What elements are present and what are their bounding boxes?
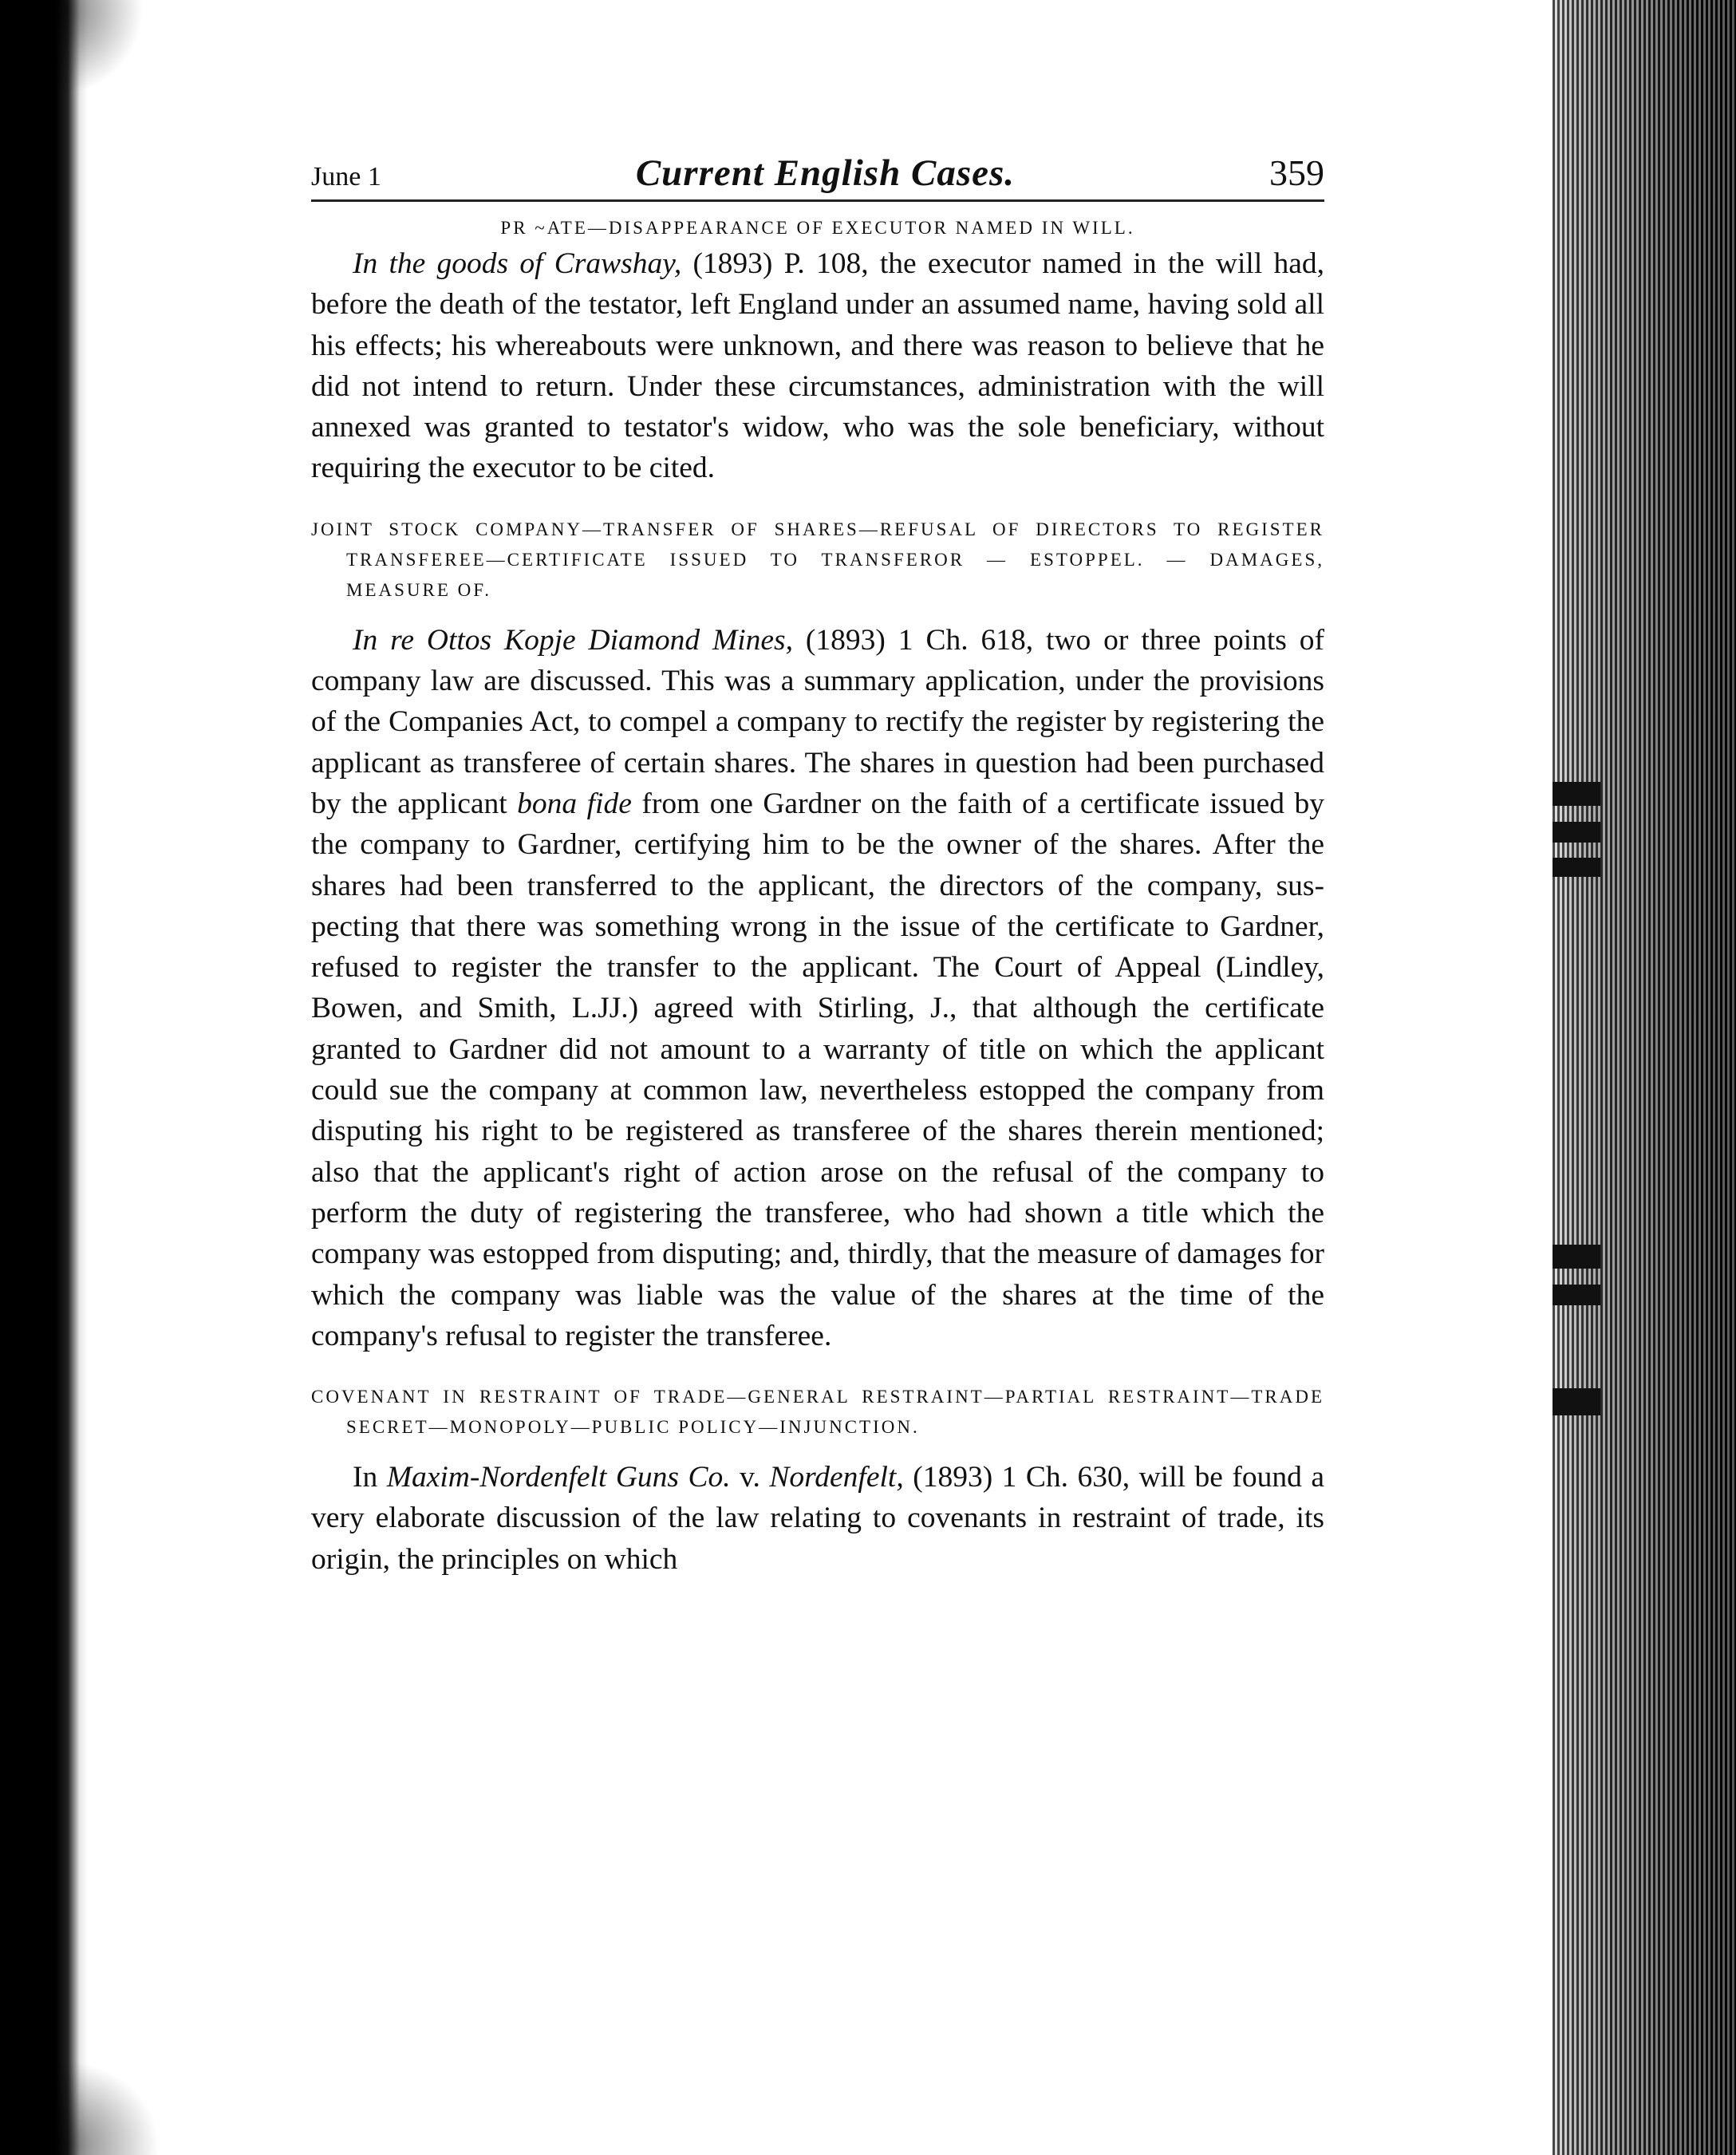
right-page-edges — [1553, 0, 1736, 2155]
paragraph-text: (1893) P. 108, the executor named in the will had, before the death of the testator, left England under an assumed name, having sold all his effects; his whereabouts were unknown, and there was reason to believe that he did not intend to return. Under these circumstances, administration with the will annexed was granted to testator's widow, who was the sole beneficiary, without requiring the executor to be cited. — [311, 247, 1324, 485]
paragraph-text: (1893) 1 Ch. 618, two or three points of company law are discussed. This was a summary application, under the provisions of the Companies Act, to compel a company to rectify the register by registering the applicant as transferee of certain shares. The shares in question had been purchased by the applicant — [311, 623, 1324, 820]
versus-text: v. — [730, 1461, 770, 1494]
running-header — [311, 152, 1324, 202]
paragraph-crawshay — [311, 243, 1324, 489]
paragraph-text: from one Gardner on the faith of a certificate issued by the company to Gardner, certifying him to be the owner of the shares. After the shares had been transferred to the applicant, the directors of the company, sus-pecting that there was something wrong in the issue of the certificate to Gardner, refused to register the transfer to the applicant. The Court of Appeal (Lindley, Bowen, and Smith, L.JJ.) agreed with Stirling, J., that although the certificate granted to Gardner did not amount to a warranty of title on which the applicant could sue the company at common law, nevertheless estopped the company from disputing his right to be registered as transferee of the shares therein mentioned; also that the applicant's right of action arose on the refusal of the company to perform the duty of registering the transferee, who had shown a title which the company was estopped from disputing; and, thirdly, that the measure of damages for which the company was liable was the value of the shares at the time of the company's refusal to register the transferee. — [311, 787, 1325, 1352]
case-name-crawshay: In the goods of Crawshay, — [353, 247, 682, 280]
section-rubric-probate: PR ~ATE—DISAPPEARANCE OF EXECUTOR NAMED IN WILL. — [500, 218, 1135, 238]
italic-phrase: bona fide — [517, 787, 632, 820]
paragraph-maxim-nordenfelt — [311, 1457, 1324, 1580]
paragraph-lead: In — [353, 1461, 387, 1494]
book-page — [311, 152, 1324, 1580]
header-date: June 1 — [311, 162, 381, 191]
section-rubric-joint-stock: JOINT STOCK COMPANY—TRANSFER OF SHARES—REFUSAL OF DIRECTORS TO REGISTER TRANSFEREE—CERTIFICATE ISSUED TO TRANSFEROR — ESTOPPEL. — DAMAGES, MEASURE OF. — [311, 519, 1324, 600]
header-title: Current English Cases. — [635, 152, 1016, 194]
case-name-nordenfelt: Nordenfelt, — [769, 1461, 904, 1494]
page-number: 359 — [1269, 152, 1324, 193]
left-binding-shadow — [0, 0, 88, 2155]
section-rubric-covenant: COVENANT IN RESTRAINT OF TRADE—GENERAL RESTRAINT—PARTIAL RESTRAINT—TRADE SECRET—MONOPOLY—PUBLIC POLICY—INJUNCTION. — [311, 1387, 1324, 1438]
case-name-maxim: Maxim-Nordenfelt Guns Co. — [386, 1461, 731, 1494]
case-name-ottos-kopje: In re Ottos Kopje Diamond Mines, — [353, 623, 794, 657]
paragraph-ottos-kopje — [311, 620, 1324, 1356]
paragraph-text: (1893) 1 Ch. 630, will be found a very elaborate discussion of the law relating to covenants in restraint of trade, its origin, the principles on which — [311, 1461, 1324, 1576]
